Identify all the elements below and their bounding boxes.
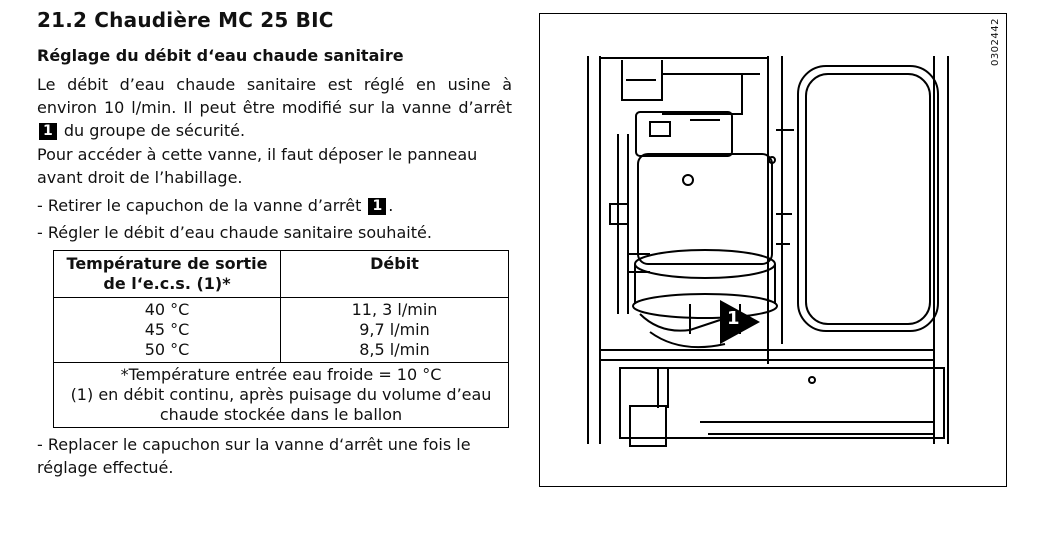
- step-replace-cap: - Replacer le capuchon sur la vanne d‘arrêt une fois le réglage effectué.: [37, 435, 471, 477]
- intro-paragraph: [37, 73, 512, 142]
- intro-text-after: du groupe de sécurité.: [63, 121, 246, 140]
- table-cell: 50 °C: [144, 340, 190, 359]
- footnote: (1) en débit continu, après puisage du volume d’eau chaude stockée dans le ballon: [70, 385, 492, 424]
- table-cell: 9,7 l/min: [359, 320, 430, 339]
- step-text-before: - Retirer le capuchon de la vanne d’arrêt: [37, 196, 362, 215]
- section-heading: 21.2 Chaudière MC 25 BIC: [37, 8, 334, 32]
- table-footnote-row: [54, 363, 509, 428]
- table-header-row: [54, 251, 509, 298]
- table-header-flow: Débit: [281, 251, 509, 298]
- table-values-row: [54, 298, 509, 363]
- callout-badge: 1: [39, 123, 57, 140]
- footnote: *Température entrée eau froide = 10 °C: [120, 365, 442, 384]
- subsection-heading: Réglage du débit d‘eau chaude sanitaire: [37, 46, 404, 65]
- access-note: Pour accéder à cette vanne, il faut déposer le panneau avant droit de l’habillage.: [37, 145, 478, 187]
- step-text-after: .: [388, 196, 394, 215]
- table-footnotes: [54, 363, 509, 428]
- callout-badge: 1: [368, 198, 386, 215]
- boiler-illustration: [539, 13, 1007, 487]
- table-cell: 8,5 l/min: [359, 340, 430, 359]
- figure-callout-number: 1: [727, 308, 740, 329]
- boiler-line-drawing: [540, 14, 1006, 486]
- table-cell: 40 °C: [144, 300, 190, 319]
- step-adjust-flow: - Régler le débit d’eau chaude sanitaire souhaité.: [37, 223, 432, 242]
- table-cell: 45 °C: [144, 320, 190, 339]
- table-header-temperature: Température de sortie de l‘e.c.s. (1)*: [54, 251, 281, 298]
- step-remove-cap: [37, 194, 517, 217]
- figure-reference-number: 0302442: [990, 18, 1001, 67]
- flow-table: [53, 250, 509, 428]
- temperature-column: [54, 298, 281, 363]
- flow-column: [281, 298, 509, 363]
- intro-text-before: Le débit d’eau chaude sanitaire est réglé en usine à environ 10 l/min. Il peut être modifié sur la vanne d’arrêt: [37, 75, 512, 117]
- table-cell: 11, 3 l/min: [351, 300, 438, 319]
